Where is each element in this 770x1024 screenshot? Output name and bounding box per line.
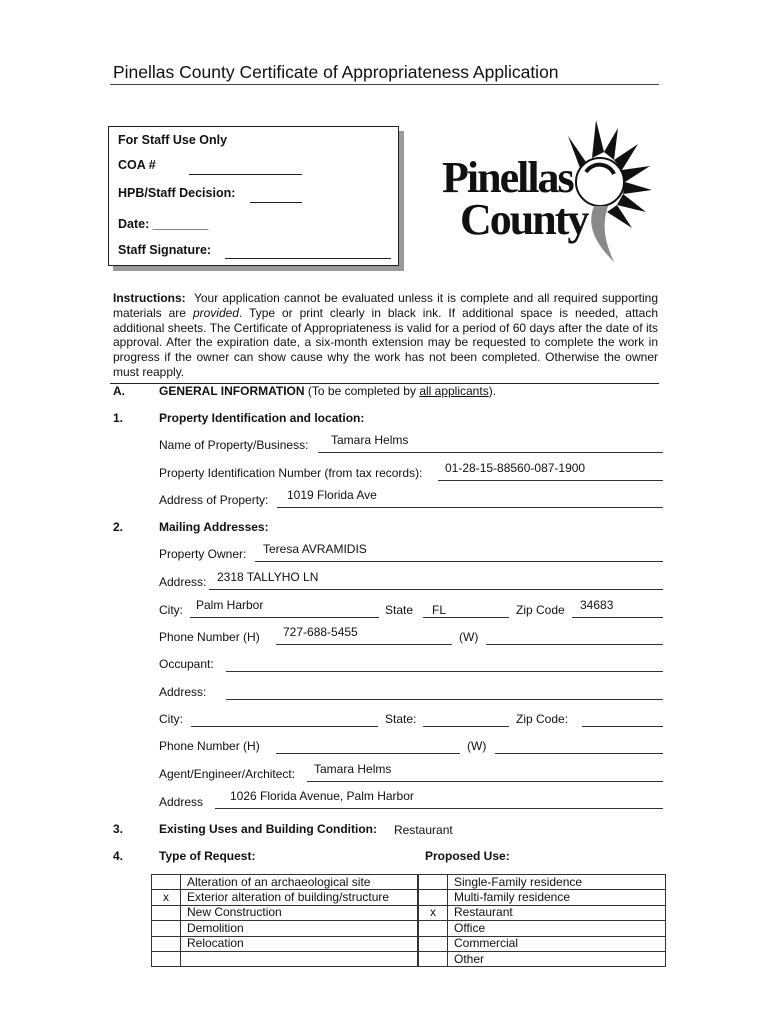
decision-field[interactable] [250,202,302,203]
request-checkbox[interactable] [152,921,181,936]
staff-signature-field[interactable] [225,258,391,259]
staff-date-label: Date: ________ [118,217,209,231]
item1-heading: Property Identification and location: [159,411,365,425]
request-label: Demolition [181,921,418,936]
use-checkbox[interactable] [419,890,448,905]
occupant-address-line[interactable] [226,699,663,700]
owner-zip-label: Zip Code [516,603,565,617]
item2-heading: Mailing Addresses: [159,520,269,534]
owner-city-label: City: [159,603,183,617]
item3-heading: Existing Uses and Building Condition: [159,822,377,836]
request-label: Relocation [181,936,418,951]
instructions-paragraph [113,291,658,380]
table-row [152,875,418,890]
proposed-use-heading: Proposed Use: [425,849,510,863]
section-a-letter: A. [113,384,125,398]
page-title: Pinellas County Certificate of Appropriateness Application [113,62,559,82]
occupant-label: Occupant: [159,657,214,671]
request-checkbox[interactable] [152,936,181,951]
instructions-text-2: . Type or print clearly in black ink. If additional space is needed, attach additional sheets. The Certificate of Appropriateness is valid for a period of 60 days after the date of its approval. After the expiration date, a six-month extension may be requested to complete the work in progress if the owner can show cause why the work has not been completed. Otherwise the owner must reapply. [113,305,658,379]
logo-line1: Pinellas [442,153,573,202]
owner-city-value[interactable]: Palm Harbor [196,598,264,612]
use-checkbox[interactable]: x [419,905,448,920]
use-label: Multi-family residence [448,890,666,905]
staff-use-box [108,126,399,266]
owner-zip-line [572,617,663,618]
property-address-label: Address of Property: [159,493,269,507]
owner-phone-h-line [276,644,452,645]
use-checkbox[interactable] [419,921,448,936]
occupant-city-line[interactable] [191,726,378,727]
table-row [152,890,418,905]
occupant-phone-h-label: Phone Number (H) [159,739,260,753]
request-checkbox[interactable] [152,951,181,966]
owner-zip-value[interactable]: 34683 [580,598,614,612]
agent-address-line [215,808,663,809]
request-label: New Construction [181,905,418,920]
title-divider [110,84,659,85]
request-checkbox[interactable]: x [152,890,181,905]
owner-city-line [190,617,379,618]
owner-address-line [209,589,663,590]
table-row [152,905,418,920]
table-row [419,921,666,936]
use-label: Single-Family residence [448,875,666,890]
existing-use-value[interactable]: Restaurant [394,823,453,837]
occupant-phone-w-line[interactable] [495,753,663,754]
use-checkbox[interactable] [419,875,448,890]
owner-phone-h-value[interactable]: 727-688-5455 [283,625,358,639]
property-address-value[interactable]: 1019 Florida Ave [287,488,377,502]
property-name-label: Name of Property/Business: [159,438,309,452]
agent-value[interactable]: Tamara Helms [314,762,392,776]
section-a-heading: GENERAL INFORMATION [159,384,305,398]
instructions-label: Instructions: [113,291,186,305]
owner-value[interactable]: Teresa AVRAMIDIS [263,542,367,556]
agent-line [307,781,663,782]
occupant-zip-label: Zip Code: [516,712,569,726]
table-row [419,951,666,966]
table-row [152,921,418,936]
owner-state-label: State [385,603,414,617]
owner-line [255,561,663,562]
coa-field[interactable] [189,174,302,175]
owner-phone-w-line[interactable] [486,644,663,645]
request-label: Alteration of an archaeological site [181,875,418,890]
use-checkbox[interactable] [419,951,448,966]
request-checkbox[interactable] [152,905,181,920]
item2-number: 2. [113,520,124,534]
agent-label: Agent/Engineer/Architect: [159,767,296,781]
occupant-city-label: City: [159,712,183,726]
use-label: Commercial [448,936,666,951]
use-label: Restaurant [448,905,666,920]
request-label: Exterior alteration of building/structure [181,890,418,905]
request-type-table [151,874,418,967]
occupant-phone-w-label: (W) [467,739,487,753]
section-a-note-suffix: ). [488,384,497,398]
owner-label: Property Owner: [159,547,247,561]
table-row [419,875,666,890]
section-a-heading-row [159,384,496,398]
item3-number: 3. [113,822,124,836]
item4-number: 4. [113,849,124,863]
item4-heading: Type of Request: [159,849,256,863]
property-address-line [277,507,663,508]
agent-address-value[interactable]: 1026 Florida Avenue, Palm Harbor [230,789,414,803]
table-row [152,951,418,966]
table-row [419,890,666,905]
pin-label: Property Identification Number (from tax records): [159,466,423,480]
pin-value[interactable]: 01-28-15-88560-087-1900 [445,461,586,475]
request-checkbox[interactable] [152,875,181,890]
instructions-text-1: Your application cannot be evaluated unless it is complete and all required supporting materials are [113,291,658,320]
occupant-phone-h-line[interactable] [276,753,460,754]
owner-state-line [423,617,509,618]
property-name-line [318,452,663,453]
table-row [152,936,418,951]
use-checkbox[interactable] [419,936,448,951]
section-a-note-prefix: (To be completed by [307,384,416,398]
occupant-line[interactable] [226,671,663,672]
agent-address-label: Address [159,795,204,809]
proposed-use-table [418,874,666,967]
table-row [419,936,666,951]
property-name-value[interactable]: Tamara Helms [331,433,409,447]
staff-signature-label: Staff Signature: [118,243,212,257]
occupant-state-line[interactable] [423,726,509,727]
pinellas-county-logo [436,116,662,266]
owner-phone-h-label: Phone Number (H) [159,630,260,644]
logo-line2: County [460,195,588,244]
instructions-emphasis: provided [192,305,239,320]
occupant-address-label: Address: [159,685,207,699]
item1-number: 1. [113,411,124,425]
decision-label: HPB/Staff Decision: [118,186,236,200]
use-label: Other [448,951,666,966]
coa-label: COA # [118,158,156,172]
owner-phone-w-label: (W) [459,630,479,644]
use-label: Office [448,921,666,936]
owner-address-value[interactable]: 2318 TALLYHO LN [217,570,319,584]
occupant-zip-line[interactable] [582,726,663,727]
pin-line [438,480,663,481]
staff-box-heading: For Staff Use Only [118,133,228,147]
table-row [419,905,666,920]
owner-address-label: Address: [159,575,207,589]
request-label [181,951,418,966]
section-a-note-link: all applicants [419,384,489,398]
owner-state-value[interactable]: FL [432,603,447,617]
occupant-state-label: State: [385,712,417,726]
